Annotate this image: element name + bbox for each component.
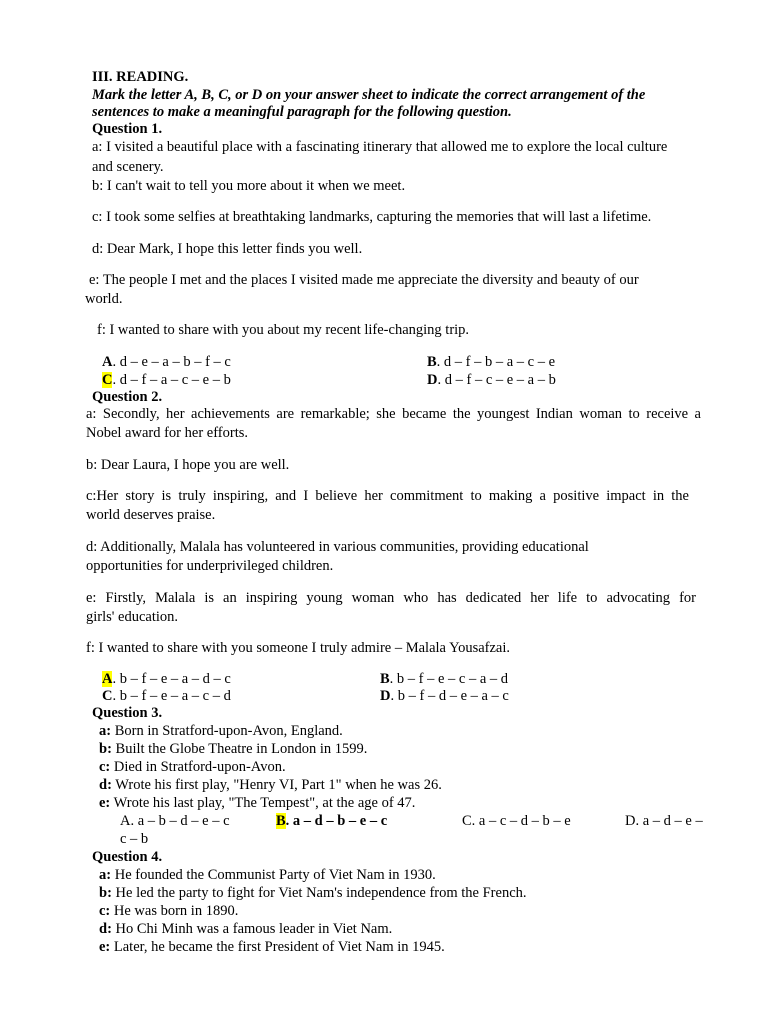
q2-sentence-e-line1: e: Firstly, Malala is an inspiring young woman who has dedicated her life to advocating for xyxy=(86,590,696,606)
q4-sentence-c-label: c: xyxy=(99,903,111,919)
q2-option-c[interactable] xyxy=(102,687,231,705)
q2-option-b[interactable] xyxy=(380,670,508,688)
q2-option-c-letter: C xyxy=(102,688,113,704)
q3-option-b[interactable] xyxy=(276,812,387,830)
q2-sentence-c-line1: c:Her story is truly inspiring, and I believe her commitment to making a positive impact in the xyxy=(86,488,689,504)
q4-sentence-a-label: a: xyxy=(99,867,112,883)
q2-option-a[interactable] xyxy=(102,670,231,688)
q4-sentence-c xyxy=(99,902,238,920)
q3-option-a[interactable]: A. a – b – d – e – c xyxy=(120,813,230,829)
q4-sentence-a-text: He founded the Communist Party of Viet Nam in 1930. xyxy=(111,867,436,883)
q3-sentence-a-text: Born in Stratford-upon-Avon, England. xyxy=(111,723,343,739)
q2-option-d-letter: D xyxy=(380,688,391,704)
q3-sentence-c xyxy=(99,758,286,776)
q3-option-c[interactable]: C. a – c – d – b – e xyxy=(462,813,571,829)
q1-sentence-a-line2: and scenery. xyxy=(92,159,164,175)
q4-sentence-d-text: Ho Chi Minh was a famous leader in Viet Nam. xyxy=(111,921,393,937)
q2-option-b-text: . b – f – e – c – a – d xyxy=(389,671,509,687)
q4-sentence-a xyxy=(99,866,436,884)
q2-sentence-a-line2: Nobel award for her efforts. xyxy=(86,425,248,441)
q4-sentence-d-label: d: xyxy=(99,921,112,937)
q2-option-b-letter: B xyxy=(380,671,390,687)
section-title: III. READING. xyxy=(92,69,189,85)
q1-option-b-text: . d – f – b – a – c – e xyxy=(436,354,556,370)
instruction-line-1: Mark the letter A, B, C, or D on your answer sheet to indicate the correct arrangement of the xyxy=(92,87,646,103)
q1-sentence-e-line1: e: The people I met and the places I visited made me appreciate the diversity and beauty of our xyxy=(89,272,639,288)
q3-sentence-d-label: d: xyxy=(99,777,112,793)
q2-option-a-text: . b – f – e – a – d – c xyxy=(112,671,231,687)
q2-option-d-text: . b – f – d – e – a – c xyxy=(390,688,509,704)
q2-option-d[interactable] xyxy=(380,687,509,705)
q2-sentence-d-line2: opportunities for underprivileged children. xyxy=(86,558,334,574)
q3-sentence-e-label: e: xyxy=(99,795,111,811)
q4-sentence-e-label: e: xyxy=(99,939,111,955)
q1-sentence-e-line2: world. xyxy=(85,291,123,307)
q3-sentence-b-label: b: xyxy=(99,741,112,757)
q1-option-a-letter: A xyxy=(102,354,113,370)
q4-sentence-b xyxy=(99,884,527,902)
q1-option-c[interactable] xyxy=(102,371,231,389)
q1-sentence-b: b: I can't wait to tell you more about it when we meet. xyxy=(92,178,406,194)
q1-option-c-letter-highlighted: C xyxy=(102,372,113,388)
q3-sentence-c-label: c: xyxy=(99,759,111,775)
q4-sentence-b-text: He led the party to fight for Viet Nam's independence from the French. xyxy=(111,885,527,901)
q1-title: Question 1. xyxy=(92,121,163,137)
q1-option-a[interactable] xyxy=(102,353,231,371)
q1-option-b[interactable] xyxy=(427,353,555,371)
q3-sentence-b xyxy=(99,740,367,758)
q3-sentence-b-text: Built the Globe Theatre in London in 1599. xyxy=(111,741,368,757)
q1-option-d-letter: D xyxy=(427,372,438,388)
q2-sentence-b: b: Dear Laura, I hope you are well. xyxy=(86,457,290,473)
instruction-line-2: sentences to make a meaningful paragraph for the following question. xyxy=(92,104,512,120)
q1-sentence-d: d: Dear Mark, I hope this letter finds you well. xyxy=(92,241,363,257)
q1-sentence-a-line1: a: I visited a beautiful place with a fascinating itinerary that allowed me to explore the local culture xyxy=(92,139,668,155)
q3-sentence-c-text: Died in Stratford-upon-Avon. xyxy=(110,759,286,775)
q3-sentence-a xyxy=(99,722,343,740)
q1-option-d-text: . d – f – c – e – a – b xyxy=(437,372,556,388)
q1-option-c-text: . d – f – a – c – e – b xyxy=(112,372,231,388)
q1-option-b-letter: B xyxy=(427,354,437,370)
q1-option-a-text: . d – e – a – b – f – c xyxy=(112,354,231,370)
q1-option-d[interactable] xyxy=(427,371,556,389)
q3-sentence-e xyxy=(99,794,415,812)
q4-sentence-e-text: Later, he became the first President of Viet Nam in 1945. xyxy=(110,939,445,955)
q3-sentence-d-text: Wrote his first play, "Henry VI, Part 1" when he was 26. xyxy=(111,777,442,793)
q2-sentence-f: f: I wanted to share with you someone I truly admire – Malala Yousafzai. xyxy=(86,640,511,656)
q1-sentence-c: c: I took some selfies at breathtaking landmarks, capturing the memories that will last a lifetime. xyxy=(92,209,652,225)
q4-title: Question 4. xyxy=(92,849,163,865)
q3-option-d-line1[interactable]: D. a – d – e – xyxy=(625,813,703,829)
q2-sentence-d-line1: d: Additionally, Malala has volunteered in various communities, providing educational xyxy=(86,539,589,555)
q3-sentence-d xyxy=(99,776,442,794)
q3-sentence-e-text: Wrote his last play, "The Tempest", at the age of 47. xyxy=(110,795,416,811)
q3-option-b-text: . a – d – b – e – c xyxy=(285,813,388,829)
q4-sentence-e xyxy=(99,938,445,956)
q2-sentence-e-line2: girls' education. xyxy=(86,609,179,625)
q2-sentence-c-line2: world deserves praise. xyxy=(86,507,216,523)
q3-option-d-line2: c – b xyxy=(120,831,149,847)
q3-sentence-a-label: a: xyxy=(99,723,112,739)
q3-option-b-letter-highlighted: B xyxy=(276,813,286,829)
q4-sentence-d xyxy=(99,920,392,938)
q1-sentence-f: f: I wanted to share with you about my recent life-changing trip. xyxy=(97,322,470,338)
q2-option-a-letter-highlighted: A xyxy=(102,671,113,687)
q4-sentence-b-label: b: xyxy=(99,885,112,901)
q4-sentence-c-text: He was born in 1890. xyxy=(110,903,239,919)
q2-title: Question 2. xyxy=(92,389,163,405)
q2-sentence-a-line1: a: Secondly, her achievements are remarkable; she became the youngest Indian woman to receive a xyxy=(86,406,701,422)
q3-title: Question 3. xyxy=(92,705,163,721)
q2-option-c-text: . b – f – e – a – c – d xyxy=(112,688,231,704)
